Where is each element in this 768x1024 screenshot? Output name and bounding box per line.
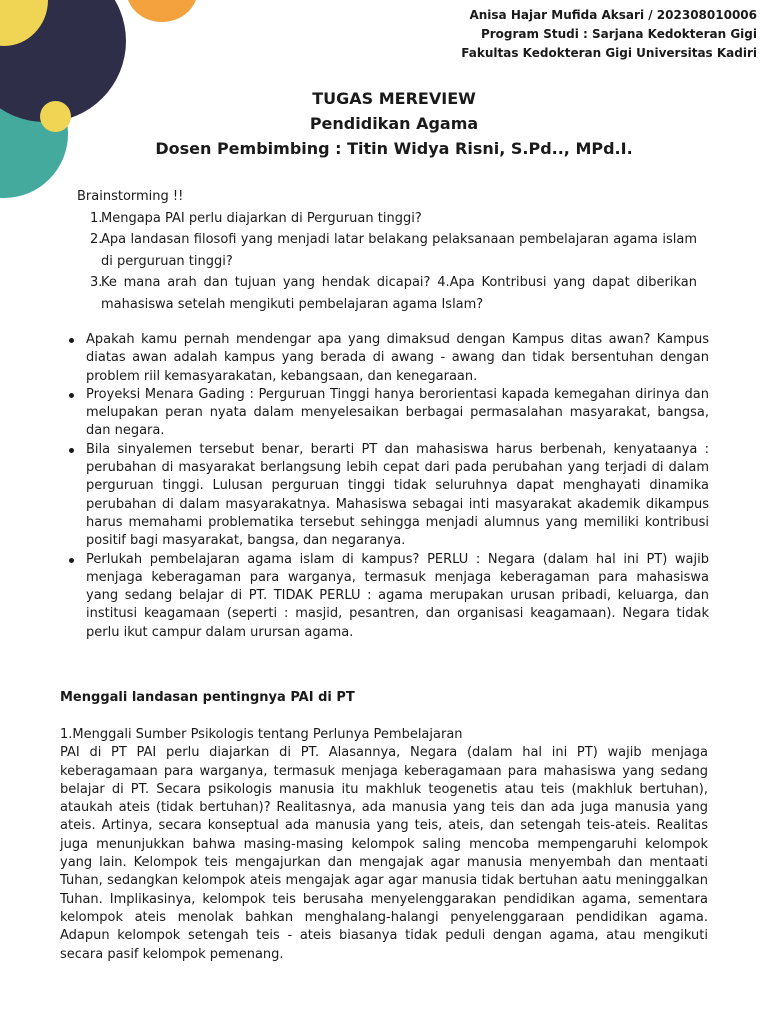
section-heading: Menggali landasan pentingnya PAI di PT [60, 690, 355, 705]
bullet-section [67, 331, 709, 642]
bullet-item: Perlukah pembelajaran agama islam di kampus? PERLU : Negara (dalam hal ini PT) wajib menjaga keberagaman para warganya, termasuk menjaga keberagaman para mahasiswa yang sedang belajar di PT. TIDAK PERLU : agama merupakan urusan pribadi, keluarga, dan institusi keagamaan (seperti : masjid, pesantren, dan organisasi keagamaan). Negara tidak perlu ikut campur dalam urursan agama. [67, 551, 709, 642]
author-block [461, 6, 757, 63]
list-item [77, 272, 697, 315]
title-line-1: TUGAS MEREVIEW [312, 89, 476, 108]
brainstorming-section [77, 186, 697, 315]
program-line: Program Studi : Sarjana Kedokteran Gigi [480, 27, 757, 41]
list-item [77, 208, 697, 230]
author-line: Anisa Hajar Mufida Aksari / 202308010006 [469, 8, 757, 22]
faculty-line: Fakultas Kedokteran Gigi Universitas Kadiri [461, 46, 757, 60]
list-text: Apa landasan filosofi yang menjadi latar belakang pelaksanaan pembelajaran agama islam di perguruan tinggi? [101, 232, 697, 269]
bullet-item: Bila sinyalemen tersebut benar, berarti PT dan mahasiswa harus berbenah, kenyataanya : perubahan di masyarakat berlangsung lebih cepat dari pada perubahan yang terjadi di dalam perguruan tinggi. Lulusan perguruan tinggi tidak seluruhnya dapat menghayati dinamika perubahan di dalam masyarakatnya. Mahasiswa sebagai inti masyarakat akademik dikampus harus memahami problematika tersebut sehingga menjadi alumnus yang memiliki kontribusi positif bagi masyarakat, bangsa, dan negaranya. [67, 441, 709, 551]
title-line-3: Dosen Pembimbing : Titin Widya Risni, S.Pd.., MPd.I. [155, 139, 633, 158]
list-number: 2. [90, 232, 103, 247]
document-title [0, 86, 768, 161]
title-line-2: Pendidikan Agama [309, 114, 479, 133]
section-paragraph: PAI di PT PAI perlu diajarkan di PT. Alasannya, Negara (dalam hal ini PT) wajib menjaga keberagamaan para warganya, termasuk menjaga keberagamaan para mahasiswa yang sedang belajar di PT. Secara psikologis manusia itu makhluk teogenetis atau teis (makhluk bertuhan), ataukah ateis (tidak bertuhan)? Realitasnya, ada manusia yang teis dan ada juga manusia yang ateis. Artinya, secara konseptual ada manusia yang teis, ateis, dan setengah teis-ateis. Realitas juga menunjukkan bahwa masing-masing kelompok saling mencoba mempengaruhi kelompok yang lain. Kelompok teis mengajurkan dan mengajak agar manusia menyembah dan mentaati Tuhan, sedangkan kelompok ateis mengajak agar agar manusia tidak bertuhan aatu meninggalkan Tuhan. Implikasinya, kelompok teis berusaha menyelenggarakan pendidikan agama, sementara kelompok ateis menolak bahkan menghalang-halangi penyelenggaraan pendidikan agama. Adapun kelompok setengah teis - ateis biasanya tidak peduli dengan agama, atau mengikuti secara pasif kelompok pemenang. [60, 745, 708, 962]
bullet-list [67, 331, 709, 642]
brainstorming-list [77, 208, 697, 316]
decor-circle-orange [126, 0, 198, 22]
brainstorming-label: Brainstorming !! [77, 189, 184, 204]
list-text: Mengapa PAI perlu diajarkan di Perguruan tinggi? [101, 210, 422, 226]
list-text: Ke mana arah dan tujuan yang hendak dicapai? 4.Apa Kontribusi yang dapat diberikan mahasiswa setelah mengikuti pembelajaran agama Islam? [101, 275, 697, 312]
bullet-item: Proyeksi Menara Gading : Perguruan Tinggi hanya berorientasi kapada kemegahan dirinya dan melupakan peran nyata dalam menyelesaikan berbagai permasalahan masyarakat, bangsa, dan negara. [67, 386, 709, 441]
section-body [60, 726, 708, 964]
list-item [77, 229, 697, 272]
list-number: 1. [90, 210, 103, 226]
list-number: 3. [90, 275, 103, 290]
bullet-item: Apakah kamu pernah mendengar apa yang dimaksud dengan Kampus ditas awan? Kampus diatas awan adalah kampus yang berada di awang - awang dan tidak bersentuhan dengan problem riil kemasyarakatan, kebangsaan, dan kenegaraan. [67, 331, 709, 386]
section-subheading: 1.Menggali Sumber Psikologis tentang Perlunya Pembelajaran [60, 727, 463, 742]
